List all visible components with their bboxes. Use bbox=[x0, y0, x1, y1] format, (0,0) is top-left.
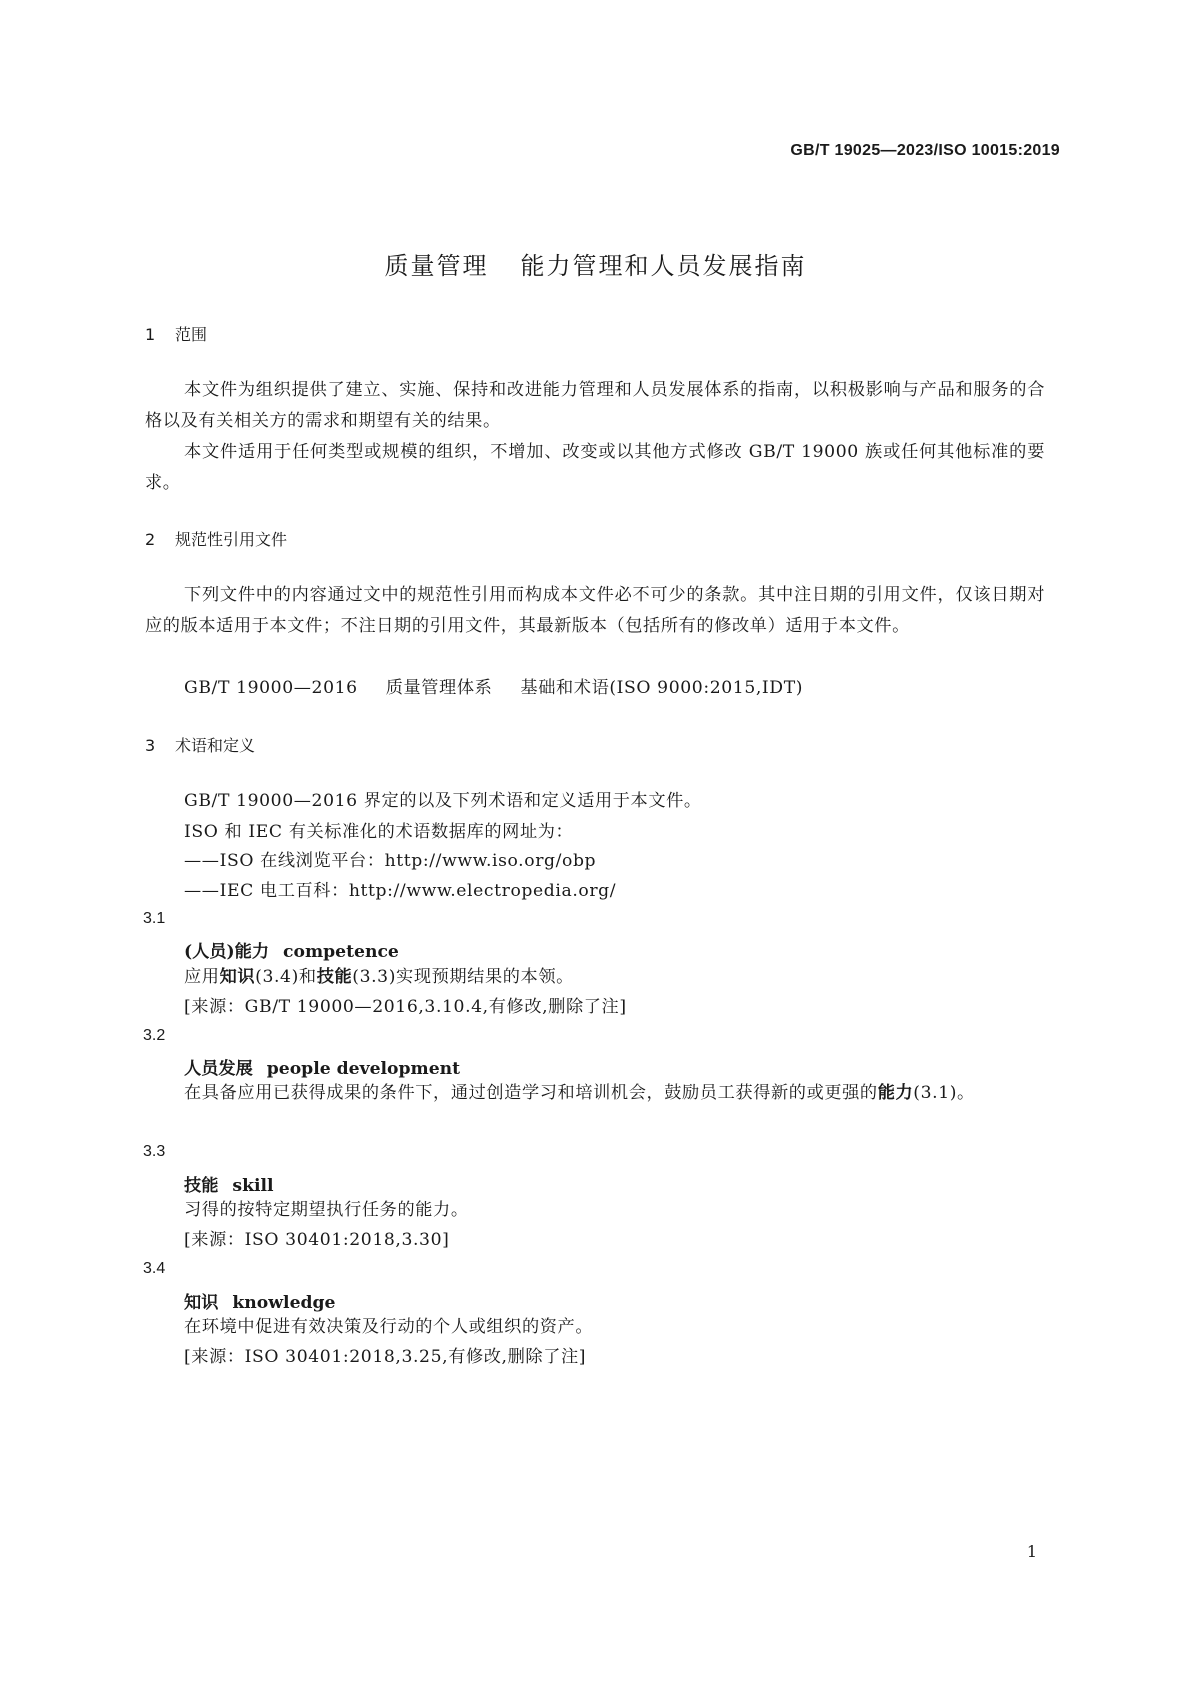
term-zh: 技能 bbox=[184, 1176, 219, 1196]
document-code-header: GB/T 19025—2023/ISO 10015:2019 bbox=[790, 142, 1060, 159]
definition-text: 应用 bbox=[184, 967, 220, 987]
term-en: competence bbox=[283, 942, 399, 962]
normative-reference bbox=[184, 673, 803, 704]
document-title bbox=[0, 246, 1191, 281]
definition-term-ref: 能力 bbox=[877, 1083, 914, 1103]
term-definition: 习得的按特定期望执行任务的能力。 bbox=[184, 1200, 469, 1220]
definition-text: (3.4)和 bbox=[255, 967, 317, 987]
term-heading bbox=[184, 937, 399, 962]
section-3-line-2: ISO 和 IEC 有关标准化的术语数据库的网址为： bbox=[184, 822, 574, 842]
section-1-paragraph-2: 本文件适用于任何类型或规模的组织，不增加、改变或以其他方式修改 GB/T 19000 族或任何其他标准的要求。 bbox=[145, 442, 1045, 493]
term-number: 3.2 bbox=[143, 1027, 166, 1044]
term-heading bbox=[184, 1054, 460, 1079]
term-en: people development bbox=[266, 1059, 461, 1079]
term-definition bbox=[145, 1078, 1045, 1109]
section-2-heading bbox=[145, 527, 287, 550]
section-title: 术语和定义 bbox=[175, 736, 256, 755]
section-title: 规范性引用文件 bbox=[175, 530, 288, 549]
definition-term-ref: 知识 bbox=[219, 967, 256, 987]
term-number: 3.4 bbox=[143, 1260, 166, 1277]
section-3-line-1: GB/T 19000—2016 界定的以及下列术语和定义适用于本文件。 bbox=[184, 791, 702, 811]
reference-title-1: 质量管理体系 bbox=[385, 678, 493, 698]
section-number: 2 bbox=[145, 530, 156, 549]
term-zh: 知识 bbox=[184, 1293, 219, 1313]
section-1-heading bbox=[145, 322, 207, 345]
term-heading bbox=[184, 1288, 336, 1313]
reference-title-2: 基础和术语(ISO 9000:2015,IDT) bbox=[520, 678, 804, 698]
term-definition bbox=[184, 962, 574, 993]
definition-text: 在具备应用已获得成果的条件下，通过创造学习和培训机会，鼓励员工获得新的或更强的 bbox=[184, 1083, 878, 1103]
term-source: [来源：GB/T 19000—2016,3.10.4,有修改,删除了注] bbox=[184, 997, 627, 1017]
iso-obp-link[interactable]: ——ISO 在线浏览平台：http://www.iso.org/obp bbox=[184, 851, 597, 871]
section-2-paragraph: 下列文件中的内容通过文中的规范性引用而构成本文件必不可少的条款。其中注日期的引用文件，仅该日期对应的版本适用于本文件；不注日期的引用文件，其最新版本（包括所有的修改单）适用于本文件。 bbox=[145, 585, 1045, 636]
section-number: 3 bbox=[145, 736, 156, 755]
term-source: [来源：ISO 30401:2018,3.25,有修改,删除了注] bbox=[184, 1347, 587, 1367]
section-1-paragraph-1: 本文件为组织提供了建立、实施、保持和改进能力管理和人员发展体系的指南，以积极影响与产品和服务的合格以及有关相关方的需求和期望有关的结果。 bbox=[145, 380, 1045, 431]
definition-term-ref: 技能 bbox=[316, 967, 353, 987]
definition-text: (3.1)。 bbox=[913, 1083, 975, 1103]
term-heading bbox=[184, 1171, 274, 1196]
term-number: 3.1 bbox=[143, 910, 166, 927]
term-en: knowledge bbox=[232, 1293, 336, 1313]
section-title: 范围 bbox=[175, 325, 208, 344]
title-part-2: 能力管理和人员发展指南 bbox=[520, 252, 807, 280]
title-part-1: 质量管理 bbox=[384, 252, 489, 280]
term-zh: (人员)能力 bbox=[184, 942, 270, 962]
term-number: 3.3 bbox=[143, 1143, 166, 1160]
section-3-heading bbox=[145, 733, 255, 756]
term-definition: 在环境中促进有效决策及行动的个人或组织的资产。 bbox=[184, 1317, 594, 1337]
term-zh: 人员发展 bbox=[184, 1059, 253, 1079]
definition-text: (3.3)实现预期结果的本领。 bbox=[352, 967, 574, 987]
term-en: skill bbox=[232, 1176, 274, 1196]
section-number: 1 bbox=[145, 325, 156, 344]
term-source: [来源：ISO 30401:2018,3.30] bbox=[184, 1230, 450, 1250]
page-number: 1 bbox=[1026, 1542, 1037, 1561]
reference-code: GB/T 19000—2016 bbox=[184, 678, 358, 698]
iec-electropedia-link[interactable]: ——IEC 电工百科：http://www.electropedia.org/ bbox=[184, 881, 617, 901]
